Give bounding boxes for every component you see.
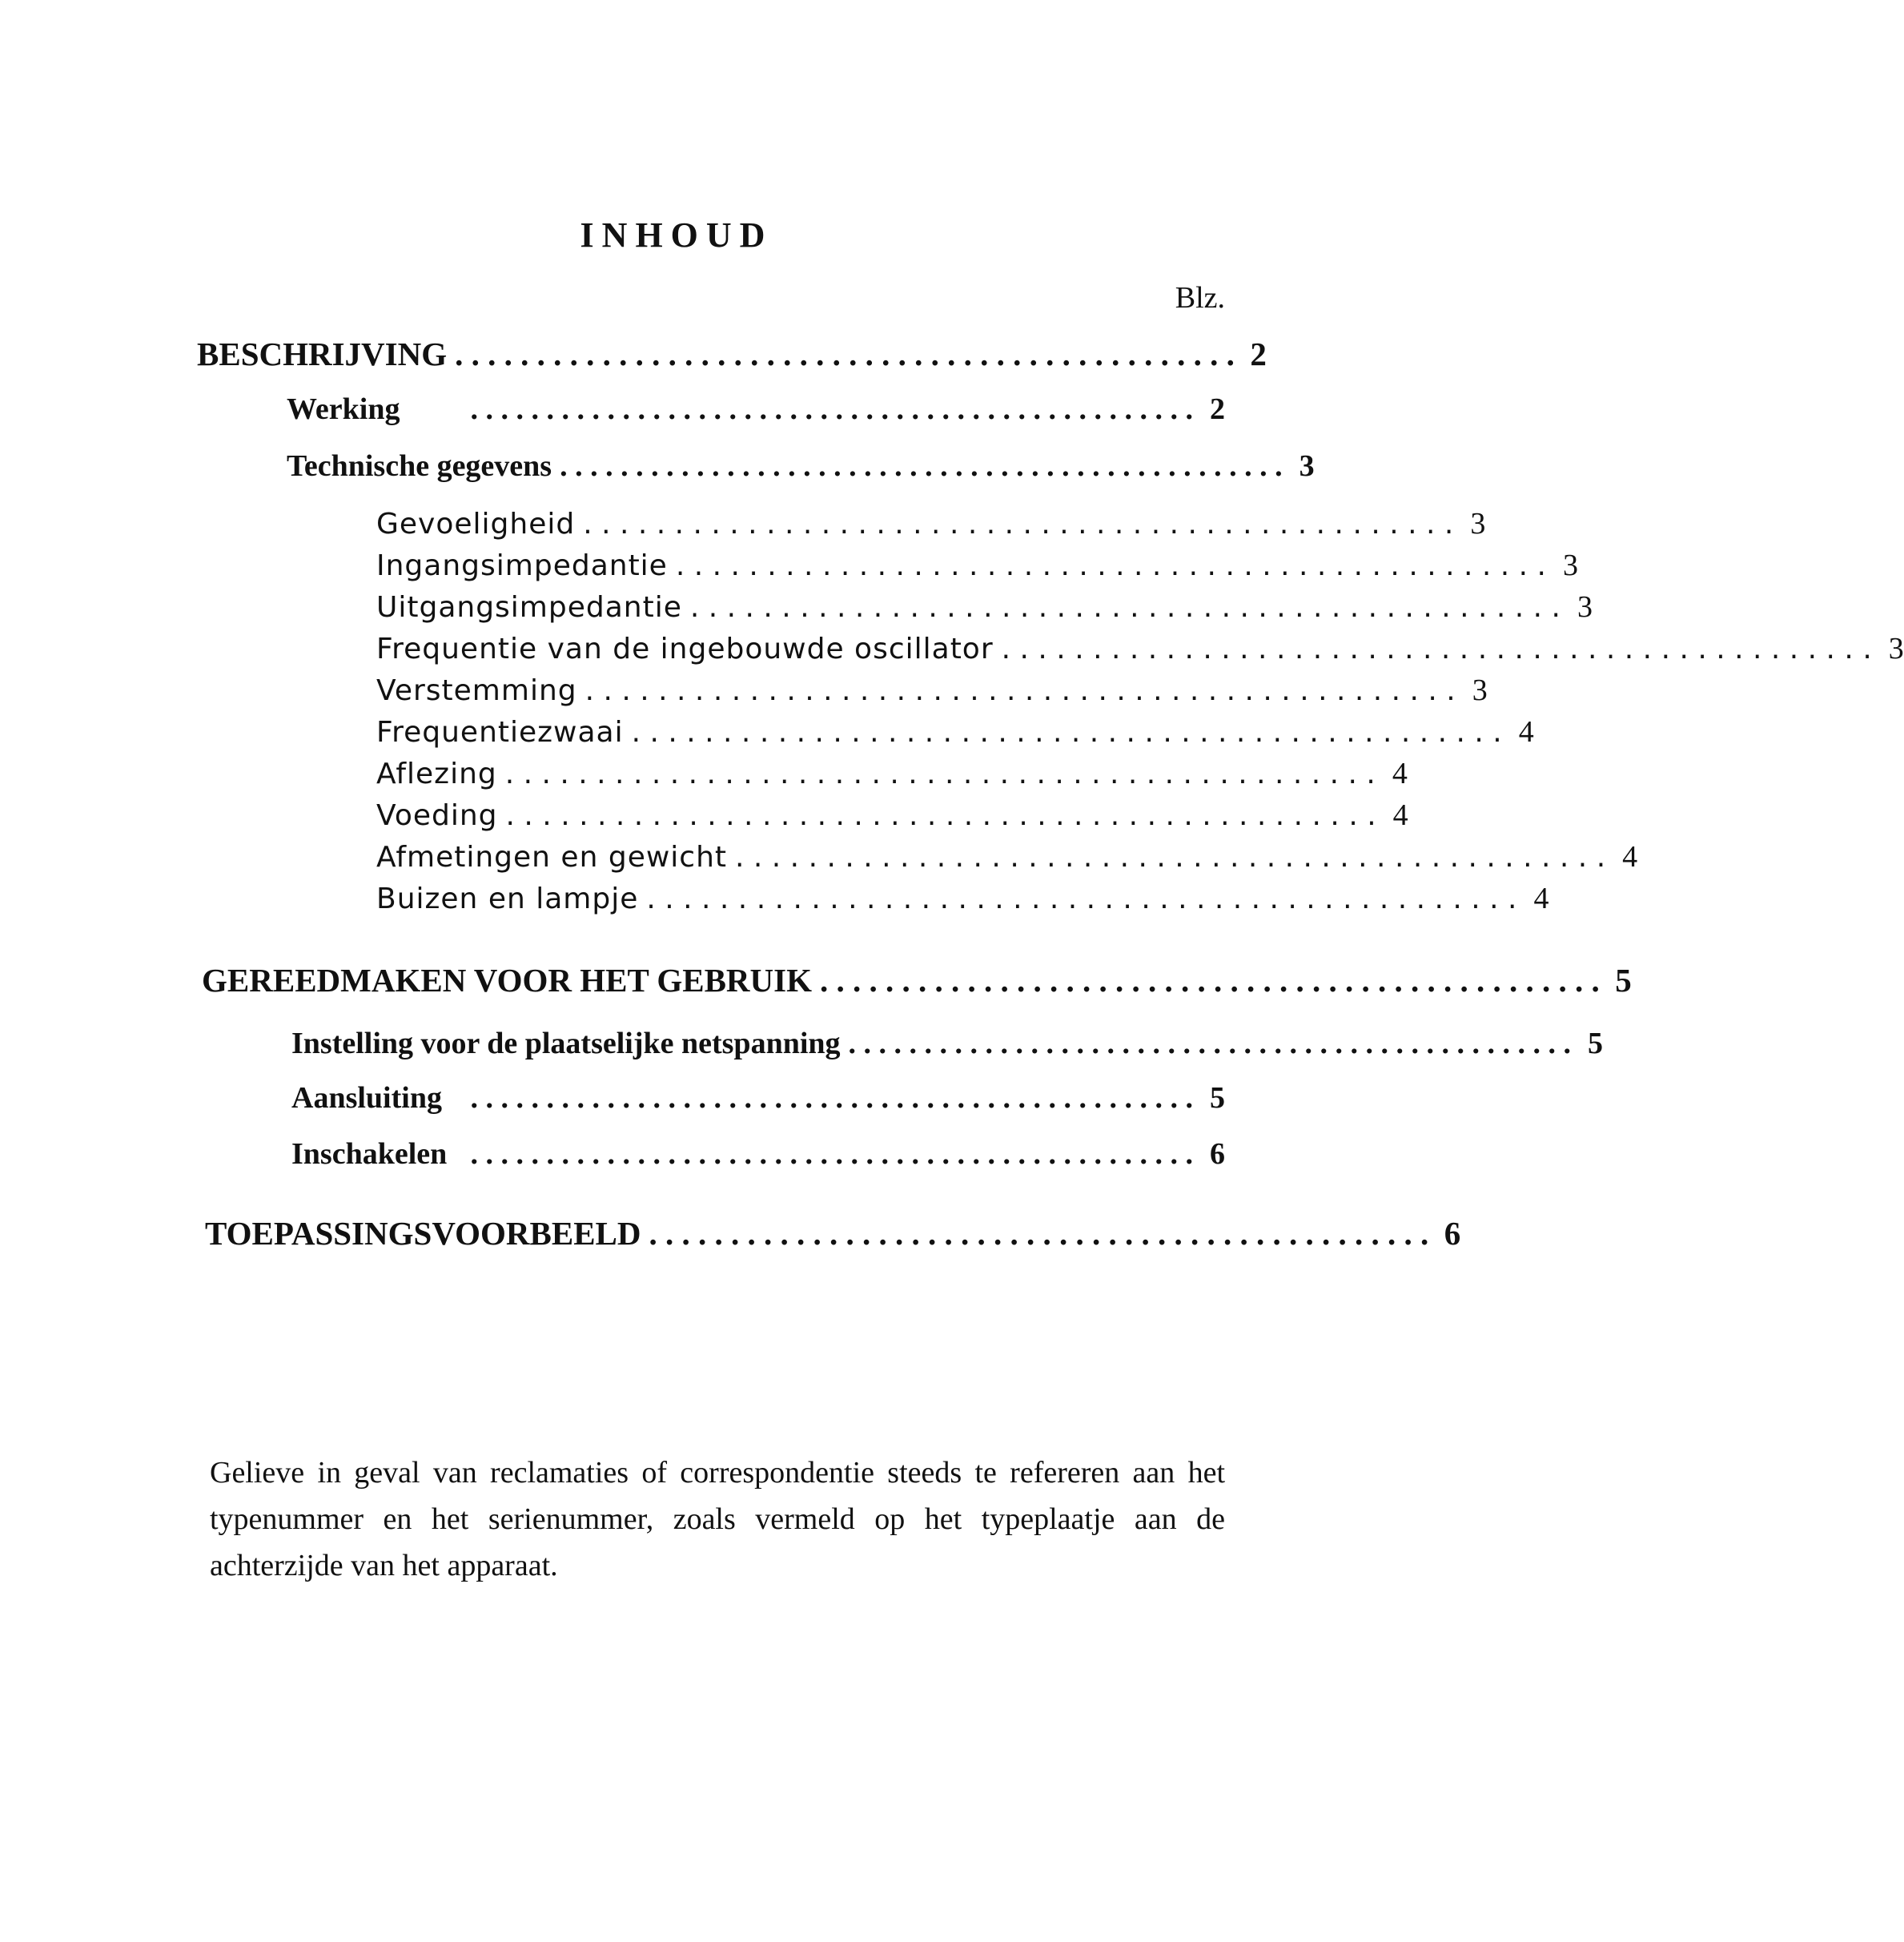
toc-entry (376, 714, 1534, 756)
toc-entry (376, 756, 1408, 798)
toc-entry-label: Aansluiting (291, 1081, 442, 1115)
toc-entry (291, 1136, 1225, 1178)
toc-leader: . . . . . . . . . . . . . . . . . . . . . . . . . . . . . . . . . . . . . . . . . . . . . . . . (583, 508, 1454, 541)
page-title: INHOUD (580, 215, 773, 255)
toc-entry (376, 798, 1408, 839)
toc-entry-page: 4 (1518, 715, 1534, 749)
toc-leader: . . . . . . . . . . . . . . . . . . . . . . . . . . . . . . . . . . . . . . . . . . . . . . . . (504, 758, 1376, 790)
toc-entry-label: GEREEDMAKEN VOOR HET GEBRUIK (202, 962, 812, 999)
toc-entry-label: Frequentie van de ingebouwde oscillator (376, 633, 994, 665)
toc-entry (205, 1214, 1461, 1256)
toc-leader: . . . . . . . . . . . . . . . . . . . . . . . . . . . . . . . . . . . . . . . . . . . . . . . . (455, 336, 1235, 372)
toc-entry-label: Afmetingen en gewicht (376, 841, 728, 874)
toc-leader: . . . . . . . . . . . . . . . . . . . . . . . . . . . . . . . . . . . . . . . . . . . . . . . . (631, 716, 1502, 749)
toc-entry-page: 6 (1210, 1137, 1225, 1171)
toc-leader: . . . . . . . . . . . . . . . . . . . . . . . . . . . . . . . . . . . . . . . . . . . . . . . . (584, 674, 1456, 707)
toc-leader: . . . . . . . . . . . . . . . . . . . . . . . . . . . . . . . . . . . . . . . . . . . . . . . . (505, 799, 1376, 832)
toc-entry-page: 3 (1888, 632, 1904, 665)
correspondence-note: Gelieve in geval van reclamaties of correspondentie steeds te refereren aan het typenummer en het serienummer, zoals vermeld op het typeplaatje aan de achterzijde van het apparaat. (210, 1456, 1225, 1582)
toc-entry-label: Inschakelen (291, 1137, 448, 1171)
toc-entry-page: 3 (1470, 507, 1486, 541)
toc-entry-page: 4 (1533, 882, 1549, 915)
page-column-header: Blz. (1175, 281, 1225, 315)
toc-entry-page: 4 (1392, 757, 1408, 790)
toc-entry-label: Buizen en lampje (376, 883, 639, 915)
toc-leader: . . . . . . . . . . . . . . . . . . . . . . . . . . . . . . . . . . . . . . . . . . . . . . . . (470, 1137, 1193, 1171)
toc-entry-label: TOEPASSINGSVOORBEELD (205, 1215, 641, 1252)
toc-leader: . . . . . . . . . . . . . . . . . . . . . . . . . . . . . . . . . . . . . . . . . . . . . . . . (560, 449, 1283, 483)
toc-entry-page: 2 (1210, 392, 1225, 426)
toc-entry-page: 4 (1392, 798, 1408, 832)
toc-entry (291, 1026, 1604, 1067)
toc-entry-page: 5 (1588, 1027, 1604, 1060)
toc-entry-label: Werking (287, 392, 400, 426)
toc-leader: . . . . . . . . . . . . . . . . . . . . . . . . . . . . . . . . . . . . . . . . . . . . . . . . (689, 591, 1561, 624)
toc-entry (291, 1080, 1225, 1122)
toc-entry-page: 6 (1444, 1215, 1461, 1252)
toc-entry-label: Aflezing (376, 758, 497, 790)
toc-entry-page: 3 (1562, 549, 1578, 582)
toc-entry-label: Technische gegevens (287, 449, 552, 483)
toc-leader: . . . . . . . . . . . . . . . . . . . . . . . . . . . . . . . . . . . . . . . . . . . . . . . . (675, 549, 1546, 582)
toc-entry-page: 4 (1622, 840, 1638, 874)
toc-leader: . . . . . . . . . . . . . . . . . . . . . . . . . . . . . . . . . . . . . . . . . . . . . . . . (819, 962, 1600, 999)
toc-entry (287, 392, 1225, 433)
toc-entry-label: Instelling voor de plaatselijke netspanning (291, 1027, 841, 1060)
toc-entry (376, 506, 1486, 548)
toc-entry-page: 2 (1250, 336, 1267, 372)
toc-leader: . . . . . . . . . . . . . . . . . . . . . . . . . . . . . . . . . . . . . . . . . . . . . . . . (735, 841, 1606, 874)
toc-entry (202, 961, 1632, 1003)
toc-entry-label: Verstemming (376, 674, 577, 707)
toc-entry (376, 548, 1578, 589)
toc-leader: . . . . . . . . . . . . . . . . . . . . . . . . . . . . . . . . . . . . . . . . . . . . . . . . (646, 883, 1517, 915)
toc-leader: . . . . . . . . . . . . . . . . . . . . . . . . . . . . . . . . . . . . . . . . . . . . . . . . (470, 392, 1193, 426)
toc-entry (376, 631, 1904, 673)
toc-entry (376, 881, 1549, 923)
toc-entry-label: Uitgangsimpedantie (376, 591, 682, 624)
toc-leader: . . . . . . . . . . . . . . . . . . . . . . . . . . . . . . . . . . . . . . . . . . . . . . . . (649, 1215, 1429, 1252)
toc-entry-label: Gevoeligheid (376, 508, 576, 541)
toc-entry-page: 5 (1615, 962, 1632, 999)
toc-leader: . . . . . . . . . . . . . . . . . . . . . . . . . . . . . . . . . . . . . . . . . . . . . . . . (1001, 633, 1872, 665)
toc-entry-page: 5 (1210, 1081, 1225, 1115)
toc-entry-page: 3 (1472, 673, 1488, 707)
toc-entry (376, 839, 1638, 881)
toc-entry (287, 448, 1315, 490)
toc-entry-label: Ingangsimpedantie (376, 549, 668, 582)
toc-leader: . . . . . . . . . . . . . . . . . . . . . . . . . . . . . . . . . . . . . . . . . . . . . . . . (470, 1081, 1193, 1115)
toc-entry (197, 335, 1267, 376)
toc-leader: . . . . . . . . . . . . . . . . . . . . . . . . . . . . . . . . . . . . . . . . . . . . . . . . (848, 1027, 1572, 1060)
toc-entry (376, 589, 1593, 631)
toc-entry-label: BESCHRIJVING (197, 336, 448, 372)
toc-entry-label: Voeding (376, 799, 498, 832)
toc-entry (376, 673, 1488, 714)
toc-entry-page: 3 (1299, 449, 1315, 483)
toc-entry-page: 3 (1577, 590, 1593, 624)
toc-entry-label: Frequentiezwaai (376, 716, 624, 749)
